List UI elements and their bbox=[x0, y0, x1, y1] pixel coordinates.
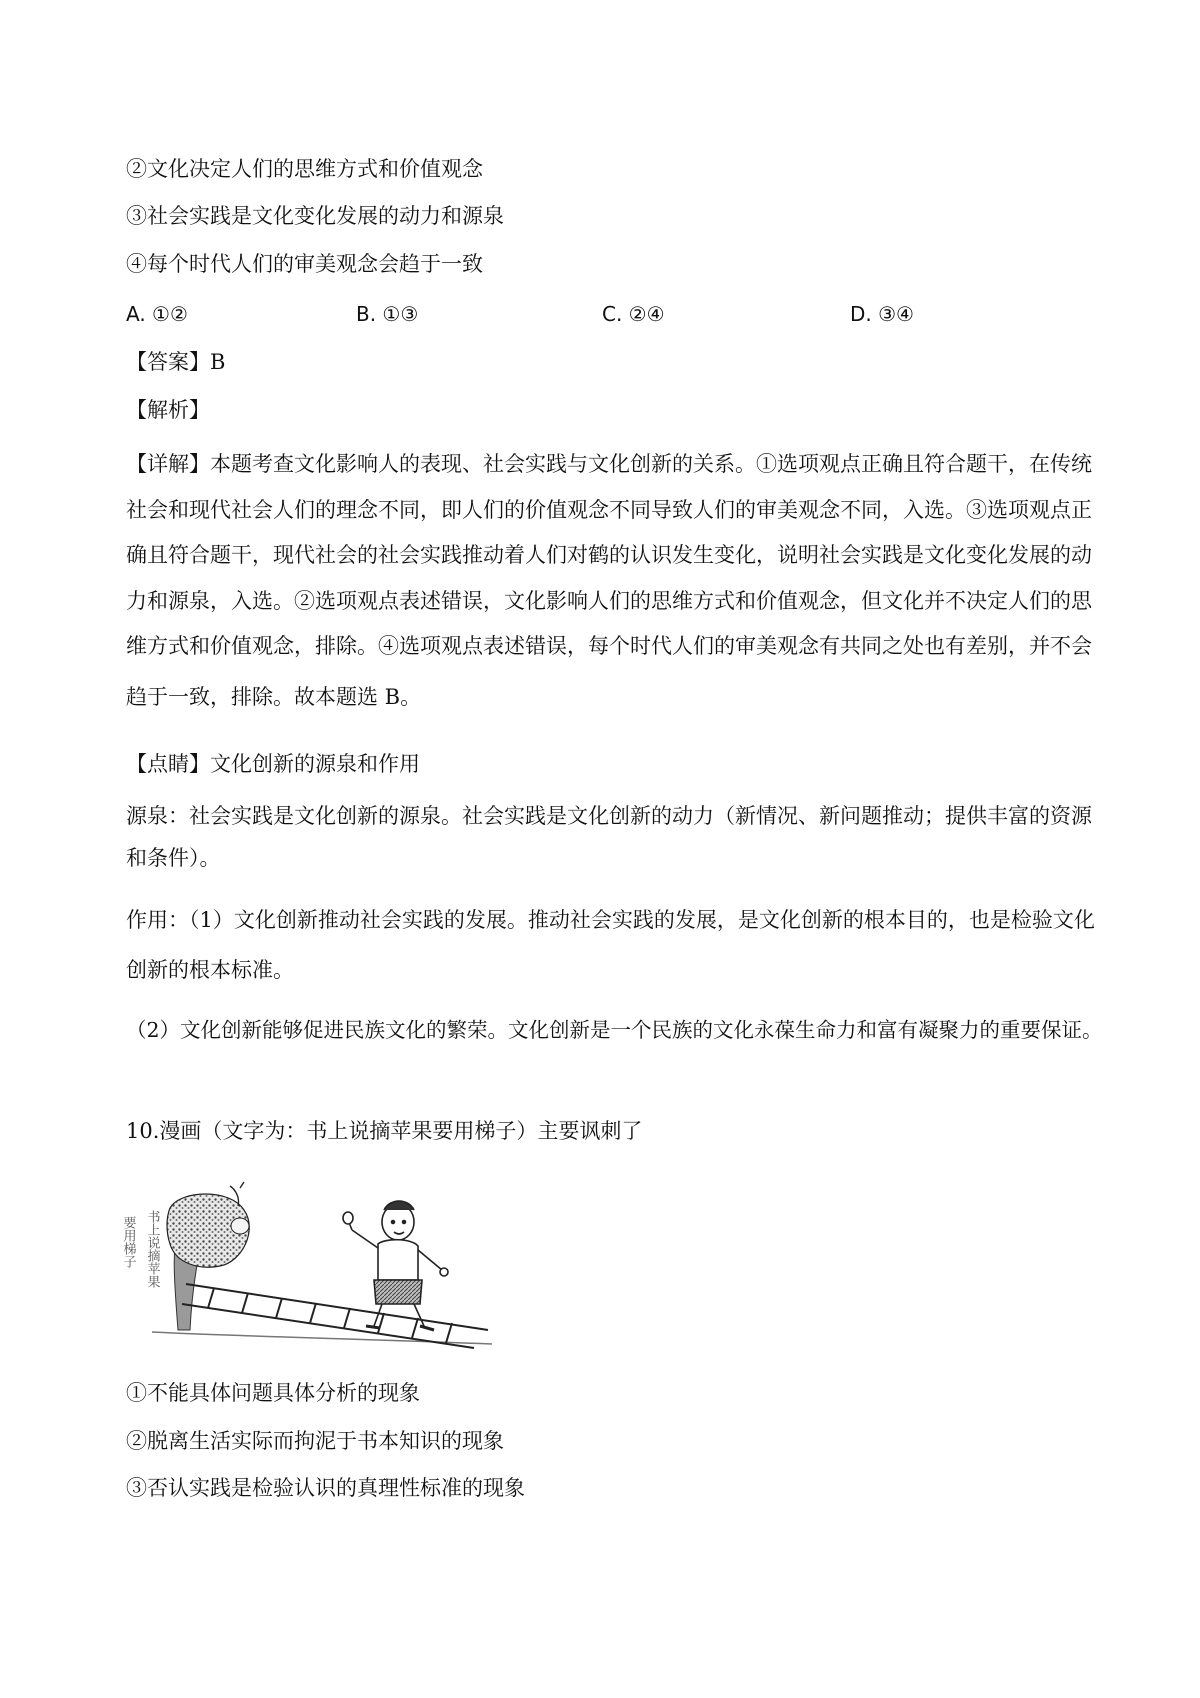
analysis-heading: 【解析】 bbox=[126, 398, 210, 422]
point-heading: 【点睛】文化创新的源泉和作用 bbox=[126, 752, 420, 776]
source-line: 和条件）。 bbox=[126, 846, 221, 870]
answer-line: 【答案】B bbox=[126, 350, 226, 374]
detail-line: 【详解】本题考查文化影响人的表现、社会实践与文化创新的关系。①选项观点正确且符合题干，在传统 bbox=[126, 452, 1092, 476]
caption-column-2: 要用梯子 bbox=[120, 1216, 136, 1268]
source-line: 源泉：社会实践是文化创新的源泉。社会实践是文化创新的动力（新情况、新问题推动；提供丰富的资源 bbox=[126, 804, 1092, 828]
detail-paragraph bbox=[126, 442, 1090, 721]
effect-line-2: （2）文化创新能够促进民族文化的繁荣。文化创新是一个民族的文化永葆生命力和富有凝聚力的重要保证。 bbox=[126, 1018, 1103, 1042]
statement-3: ③社会实践是文化变化发展的动力和源泉 bbox=[126, 204, 504, 228]
q10-statement-1: ①不能具体问题具体分析的现象 bbox=[126, 1381, 420, 1405]
option-d: D. ③④ bbox=[850, 302, 914, 326]
detail-line: 力和源泉，入选。②选项观点表述错误，文化影响人们的思维方式和价值观念，但文化并不决定人们的思 bbox=[126, 588, 1092, 613]
statement-4: ④每个时代人们的审美观念会趋于一致 bbox=[126, 252, 483, 276]
effect-line: 作用：（1）文化创新推动社会实践的发展。推动社会实践的发展，是文化创新的根本目的，也是检验文化 bbox=[126, 908, 1095, 932]
statement-2: ②文化决定人们的思维方式和价值观念 bbox=[126, 157, 483, 181]
detail-line: 维方式和价值观念，排除。④选项观点表述错误，每个时代人们的审美观念有共同之处也有差别，并不会 bbox=[126, 634, 1092, 659]
detail-line: 确且符合题干，现代社会的社会实践推动着人们对鹤的认识发生变化，说明社会实践是文化变化发展的动 bbox=[126, 543, 1092, 568]
detail-line: 趋于一致，排除。故本题选 B。 bbox=[126, 684, 422, 709]
effect-line: 创新的根本标准。 bbox=[126, 958, 294, 982]
question-10-stem: 10.漫画（文字为：书上说摘苹果要用梯子）主要讽刺了 bbox=[126, 1119, 643, 1143]
option-a: A. ①② bbox=[126, 302, 188, 326]
q10-statement-2: ②脱离生活实际而拘泥于书本知识的现象 bbox=[126, 1429, 504, 1453]
option-c: C. ②④ bbox=[602, 302, 665, 326]
caption-column-1: 书上说摘苹果 bbox=[144, 1210, 160, 1288]
detail-line: 社会和现代社会人们的理念不同，即人们的价值观念不同导致人们的审美观念不同，入选。③选项观点正 bbox=[126, 497, 1092, 522]
cartoon-image bbox=[112, 1180, 538, 1352]
effect-paragraph bbox=[126, 895, 1095, 995]
cartoon-caption bbox=[121, 1209, 161, 1288]
option-b: B. ①③ bbox=[356, 302, 419, 326]
source-paragraph bbox=[126, 795, 1090, 879]
q10-statement-3: ③否认实践是检验认识的真理性标准的现象 bbox=[126, 1476, 525, 1500]
